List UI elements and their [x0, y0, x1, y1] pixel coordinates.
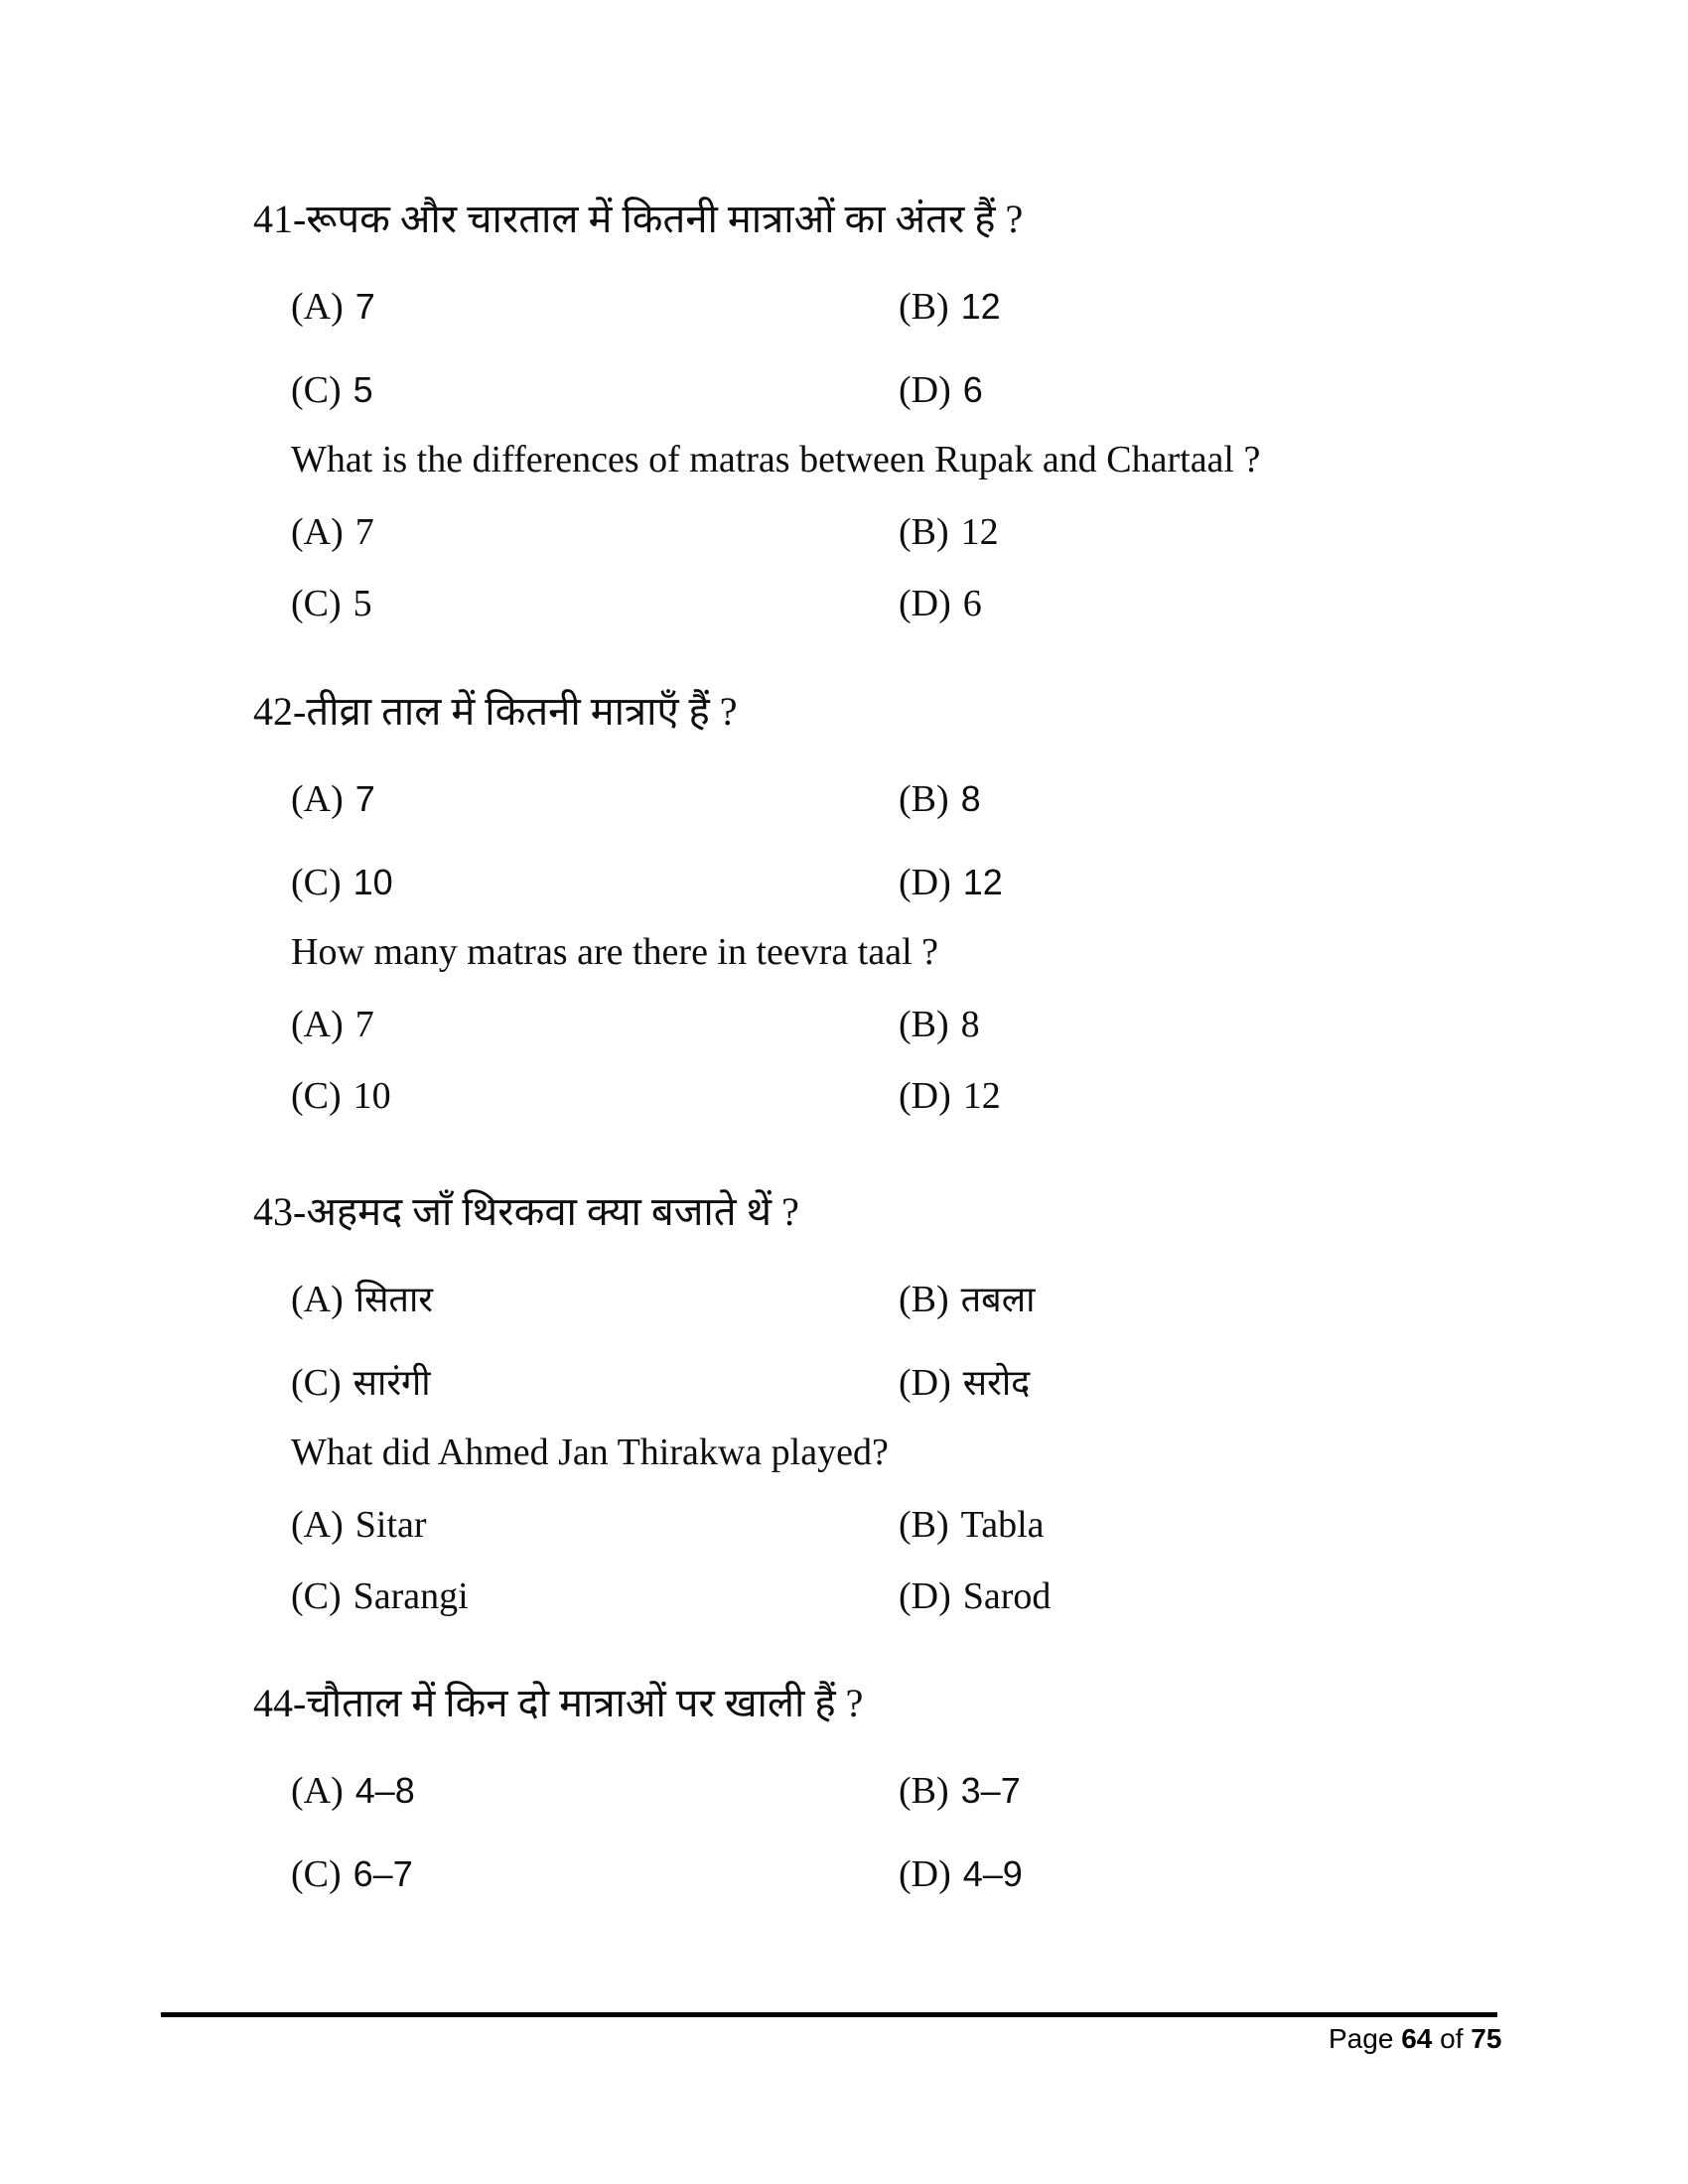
question-44-hindi-options-row-1 — [291, 1771, 1383, 1823]
option-c: (C) 10 — [291, 862, 393, 903]
question-41-hindi-options-row-2 — [291, 370, 1383, 422]
question-43-hindi-options-row-2 — [291, 1363, 1383, 1415]
option-d: (D) सरोद — [899, 1362, 1031, 1404]
option-c: (C) 10 — [291, 1075, 391, 1117]
option-a: (A) 7 — [291, 286, 375, 328]
question-43-hindi-text: 43-अहमद जाँ थिरकवा क्या बजाते थें ? — [253, 1189, 799, 1234]
question-43-english-text: What did Ahmed Jan Thirakwa played? — [291, 1432, 889, 1473]
footer-page-label: Page — [1329, 2023, 1394, 2054]
option-a: (A) Sitar — [291, 1504, 427, 1546]
option-a: (A) 7 — [291, 511, 374, 553]
question-41-english-options-row-2 — [291, 584, 1383, 635]
option-b: (B) 8 — [899, 1004, 980, 1045]
option-d: (D) 12 — [899, 1075, 1001, 1117]
question-41-english-text: What is the differences of matras between Rupak and Chartaal ? — [291, 439, 1261, 480]
page-number-footer — [1329, 2023, 1501, 2055]
question-43-hindi-options-row-1 — [291, 1280, 1383, 1331]
option-a: (A) सितार — [291, 1279, 433, 1320]
option-d: (D) 12 — [899, 862, 1003, 903]
question-43-english-options-row-1 — [291, 1505, 1383, 1557]
option-d: (D) 6 — [899, 583, 982, 624]
option-c: (C) Sarangi — [291, 1575, 469, 1617]
option-a: (A) 7 — [291, 778, 375, 820]
option-b: (B) 3–7 — [899, 1770, 1021, 1812]
option-b: (B) Tabla — [899, 1504, 1045, 1546]
question-42-english-options-row-2 — [291, 1076, 1383, 1128]
option-d: (D) 6 — [899, 369, 983, 411]
question-42-english-text: How many matras are there in teevra taal ? — [291, 931, 939, 973]
question-43-english-options-row-2 — [291, 1576, 1383, 1628]
footer-of-label: of — [1440, 2023, 1464, 2054]
question-41-hindi-text: 41-रूपक और चारताल में कितनी मात्राओं का अंतर हैं ? — [253, 197, 1024, 241]
question-42-english-options-row-1 — [291, 1005, 1383, 1056]
question-42-hindi-options-row-1 — [291, 779, 1383, 831]
question-41-english-options-row-1 — [291, 512, 1383, 564]
option-c: (C) 5 — [291, 583, 372, 624]
question-42-hindi-text: 42-तीव्रा ताल में कितनी मात्राएँ हैं ? — [253, 689, 738, 734]
option-d: (D) Sarod — [899, 1575, 1052, 1617]
footer-divider-line — [161, 2012, 1497, 2017]
option-a: (A) 7 — [291, 1004, 374, 1045]
question-41-hindi-options-row-1 — [291, 287, 1383, 339]
option-c: (C) 5 — [291, 369, 373, 411]
option-c: (C) 6–7 — [291, 1853, 413, 1895]
option-a: (A) 4–8 — [291, 1770, 415, 1812]
footer-page-number: 64 — [1401, 2023, 1433, 2054]
option-c: (C) सारंगी — [291, 1362, 431, 1404]
option-d: (D) 4–9 — [899, 1853, 1023, 1895]
option-b: (B) 8 — [899, 778, 981, 820]
option-b: (B) तबला — [899, 1279, 1036, 1320]
footer-total-pages: 75 — [1471, 2023, 1502, 2054]
question-44-hindi-text: 44-चौताल में किन दो मात्राओं पर खाली हैं ? — [253, 1681, 864, 1725]
question-42-hindi-options-row-2 — [291, 863, 1383, 914]
question-44-hindi-options-row-2 — [291, 1854, 1383, 1906]
option-b: (B) 12 — [899, 286, 1001, 328]
option-b: (B) 12 — [899, 511, 999, 553]
